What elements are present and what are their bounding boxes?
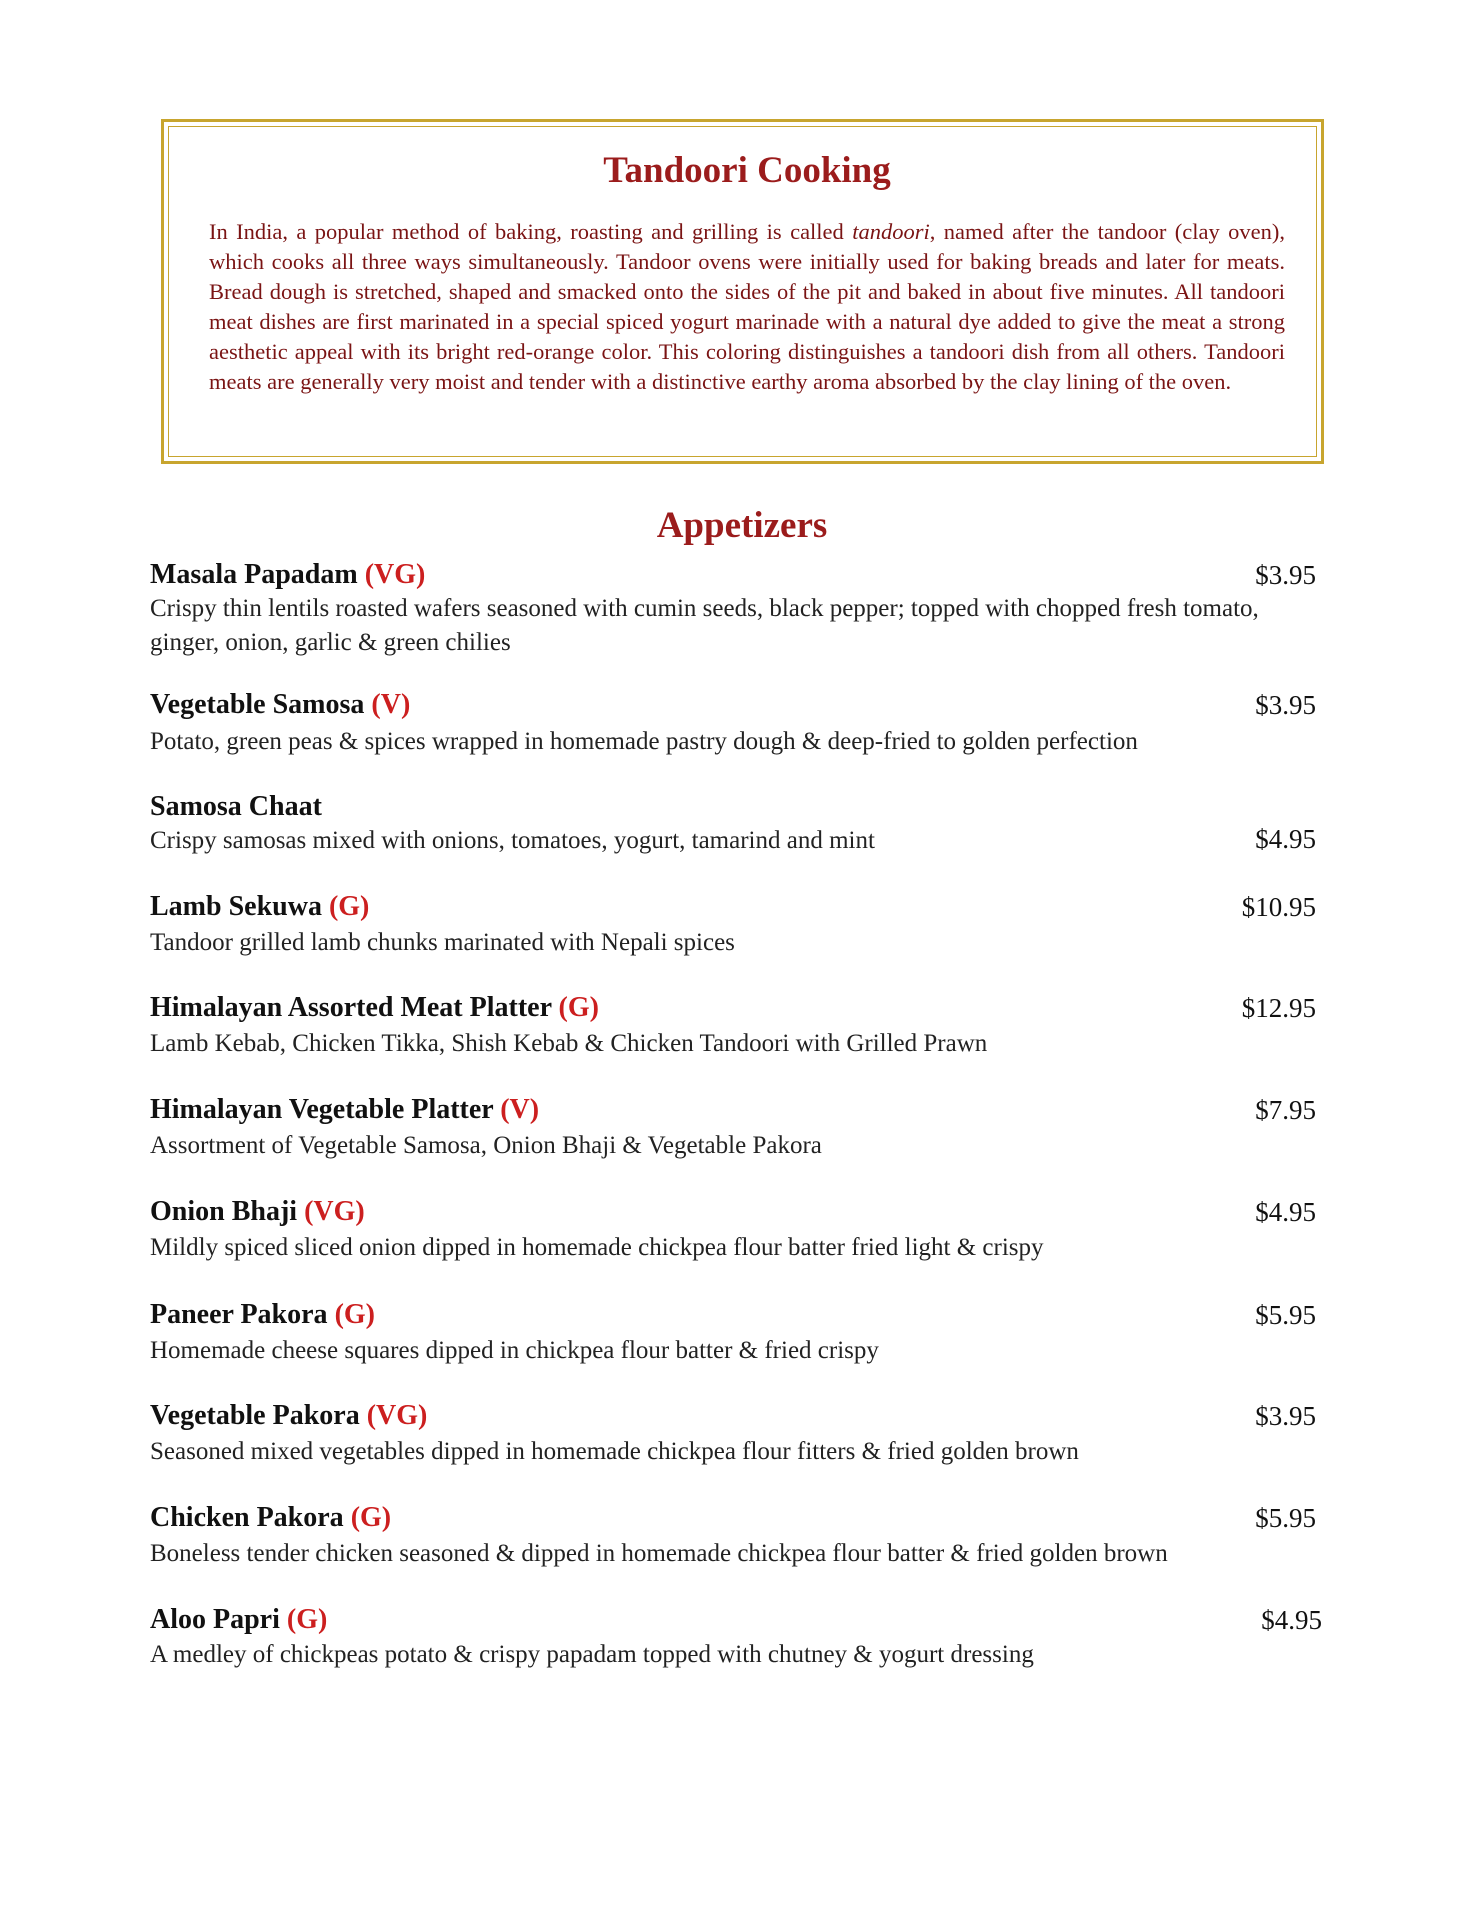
item-name-text: Lamb Sekuwa: [150, 891, 322, 922]
item-diet-tag: (VG): [304, 1196, 365, 1227]
item-name-text: Onion Bhaji: [150, 1196, 298, 1227]
item-name-text: Himalayan Assorted Meat Platter: [150, 992, 552, 1023]
intro-text-italic: tandoori: [852, 219, 930, 244]
item-name-text: Chicken Pakora: [150, 1502, 344, 1533]
item-name-text: Paneer Pakora: [150, 1299, 328, 1330]
intro-text: [209, 217, 1285, 397]
item-diet-tag: (V): [371, 689, 411, 720]
item-description: Crispy thin lentils roasted wafers seasoned with cumin seeds, black pepper; topped with chopped fresh tomato, ginger, onion, garlic & green chilies: [150, 595, 1259, 656]
item-name: [150, 1195, 1316, 1229]
item-description: Tandoor grilled lamb chunks marinated with Nepali spices: [150, 929, 735, 956]
menu-item: [150, 1298, 1316, 1368]
menu-item: [150, 688, 1316, 759]
item-price: $3.95: [1255, 1401, 1316, 1431]
item-name-text: Samosa Chaat: [150, 791, 322, 822]
intro-title: Tandoori Cooking: [603, 150, 891, 191]
item-description: Assortment of Vegetable Samosa, Onion Bhaji & Vegetable Pakora: [150, 1132, 822, 1159]
item-diet-tag: (G): [328, 891, 370, 922]
item-name: [150, 1093, 1316, 1127]
item-description: Seasoned mixed vegetables dipped in homemade chickpea flour fitters & fried golden brown: [150, 1438, 1079, 1465]
item-price: $4.95: [1255, 824, 1316, 854]
item-diet-tag: (G): [286, 1604, 328, 1635]
item-name: [150, 890, 1316, 924]
item-name: [150, 1298, 1316, 1332]
intro-inner-frame: [168, 126, 1317, 457]
menu-item: [150, 790, 1316, 858]
section-title-appetizers: Appetizers: [656, 505, 828, 546]
item-description: Potato, green peas & spices wrapped in homemade pastry dough & deep-fried to golden perfection: [150, 728, 1138, 755]
item-diet-tag: (V): [500, 1094, 540, 1125]
item-diet-tag: (G): [350, 1502, 392, 1533]
item-price: $5.95: [1255, 1503, 1316, 1533]
item-description: A medley of chickpeas potato & crispy papadam topped with chutney & yogurt dressing: [150, 1641, 1034, 1668]
item-name: [150, 1399, 1316, 1433]
item-description: Boneless tender chicken seasoned & dipped in homemade chickpea flour batter & fried golden brown: [150, 1540, 1168, 1567]
item-name-text: Himalayan Vegetable Platter: [150, 1094, 494, 1125]
menu-item: [150, 991, 1316, 1061]
item-description: Lamb Kebab, Chicken Tikka, Shish Kebab & Chicken Tandoori with Grilled Prawn: [150, 1030, 988, 1057]
item-description: Mildly spiced sliced onion dipped in homemade chickpea flour batter fried light & crispy: [150, 1234, 1044, 1261]
item-price: $12.95: [1241, 993, 1316, 1023]
item-diet-tag: (G): [334, 1299, 375, 1330]
item-name: [150, 1501, 1316, 1535]
menu-item: [150, 1399, 1316, 1469]
item-diet-tag: (VG): [364, 559, 426, 590]
item-description: Crispy samosas mixed with onions, tomatoes, yogurt, tamarind and mint: [150, 827, 875, 854]
intro-box: [161, 119, 1324, 464]
menu-item: [150, 890, 1316, 960]
item-name-text: Masala Papadam: [150, 559, 358, 590]
item-price: $5.95: [1255, 1300, 1316, 1330]
menu-item: [150, 1501, 1316, 1571]
item-diet-tag: (VG): [366, 1400, 428, 1431]
item-price: $4.95: [1261, 1605, 1322, 1635]
intro-text-start: In India, a popular method of baking, roasting and grilling is called: [209, 219, 853, 244]
menu-item: [150, 1093, 1316, 1163]
item-price: $7.95: [1255, 1095, 1316, 1125]
item-name-text: Vegetable Pakora: [150, 1400, 360, 1431]
item-price: $4.95: [1255, 1197, 1316, 1227]
item-name: [150, 790, 1316, 824]
item-name: [150, 558, 1316, 592]
item-description: Homemade cheese squares dipped in chickpea flour batter & fried crispy: [150, 1337, 879, 1364]
item-name-text: Vegetable Samosa: [150, 689, 365, 720]
item-price: $3.95: [1255, 560, 1316, 590]
menu-item: [150, 1195, 1316, 1265]
item-price: $3.95: [1255, 690, 1316, 720]
item-name-text: Aloo Papri: [150, 1604, 280, 1635]
item-price: $10.95: [1241, 892, 1316, 922]
item-name: [150, 991, 1316, 1025]
menu-item: [150, 558, 1316, 660]
item-name: [150, 1603, 1322, 1637]
item-name: [150, 688, 1316, 722]
item-diet-tag: (G): [558, 992, 599, 1023]
intro-text-end: , named after the tandoor (clay oven), which cooks all three ways simultaneously. Tandoor ovens were initially used for baking breads and later for meats. Bread dough is stretched, shaped and smacked onto the sides of the pit and baked in about five minutes. All tandoori meat dishes are first marinated in a special spiced yogurt marinade with a natural dye added to give the meat a strong aesthetic appeal with its bright red-orange color. This coloring distinguishes a tandoori dish from all others. Tandoori meats are generally very moist and tender with a distinctive earthy aroma absorbed by the clay lining of the oven.: [209, 219, 1285, 394]
menu-item: [150, 1603, 1322, 1672]
